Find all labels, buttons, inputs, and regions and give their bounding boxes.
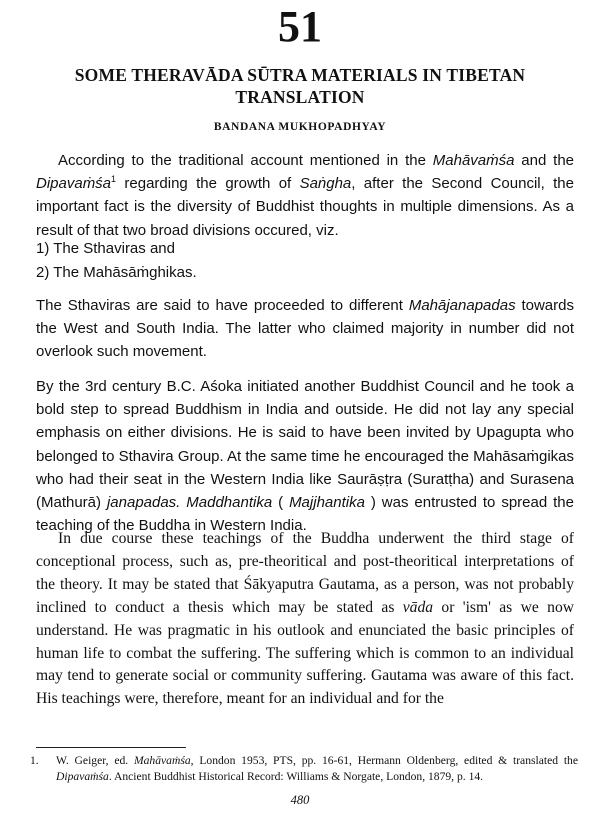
list-item: 1) The Sthaviras and [36, 240, 175, 257]
chapter-title: SOME THERAVĀDA SŪTRA MATERIALS IN TIBETAN TRANSLATION [74, 65, 526, 107]
paragraph-4: In due course these teachings of the Buddha underwent the third stage of conceptional process, such as, pre-theoritical and post-theoritical interpretations of the theory. It may be stated that Śākyaputra Gautama, as a person, was not probably inclined to conduct a thesis which may be stated as vāda or 'ism' as we now understand. He was pragmatic in his outlook and enunciated the basic principles of human life to combat the suffering. The suffering which is common to an individual may tend to generate social or community suffering. Gautama was aware of this fact. His teachings were, therefore, meant for an individual and for the [36, 530, 574, 708]
footnote-number: 1. [30, 754, 39, 767]
footnote-divider [36, 747, 186, 748]
paragraph-2: The Sthaviras are said to have proceeded to different Mahājanapadas towards the West and South India. The latter who claimed majority in number did not overlook such movement. [36, 297, 574, 361]
footnote-text: W. Geiger, ed. Mahāvaṁśa, London 1953, PTS, pp. 16-61, Hermann Oldenberg, edited & translated the Dipavaṁśa. Ancient Buddhist Historical Record: Williams & Norgate, London, 1879, p. 14. [56, 754, 578, 783]
paragraph-3: By the 3rd century B.C. Aśoka initiated another Buddhist Council and he took a bold step to spread Buddhism in India and outside. He did not lay any special emphasis on either divisions. He is said to have been invited by Upagupta who belonged to Sthavira Group. At the same time he encouraged the Mahāsaṁgikas who had their seat in the Western India like Saurāṣṭra (Suratṭha) and Surasena (Mathurā) janapadas. Maddhantika ( Majjhantika ) was entrusted to spread the teaching of the Buddha in Western India. [36, 378, 574, 535]
paragraph-1: According to the traditional account mentioned in the Mahāvaṁśa and the Dipavaṁśa$^1$ regarding the growth of Saṅgha, after the Second Council, the important fact is the diversity of Buddhist thoughts in multiple dimensions. As a result of that two broad divisions occured, viz. [36, 152, 575, 239]
chapter-number: 51 [278, 2, 322, 51]
list-item: 2) The Mahāsāṁghikas. [36, 264, 197, 281]
divisions-list [36, 237, 197, 285]
footnote-reference: 1 [111, 174, 117, 185]
author-name: BANDANA MUKHOPADHYAY [213, 121, 387, 133]
footnote [30, 753, 578, 784]
page-number: 480 [290, 793, 310, 807]
